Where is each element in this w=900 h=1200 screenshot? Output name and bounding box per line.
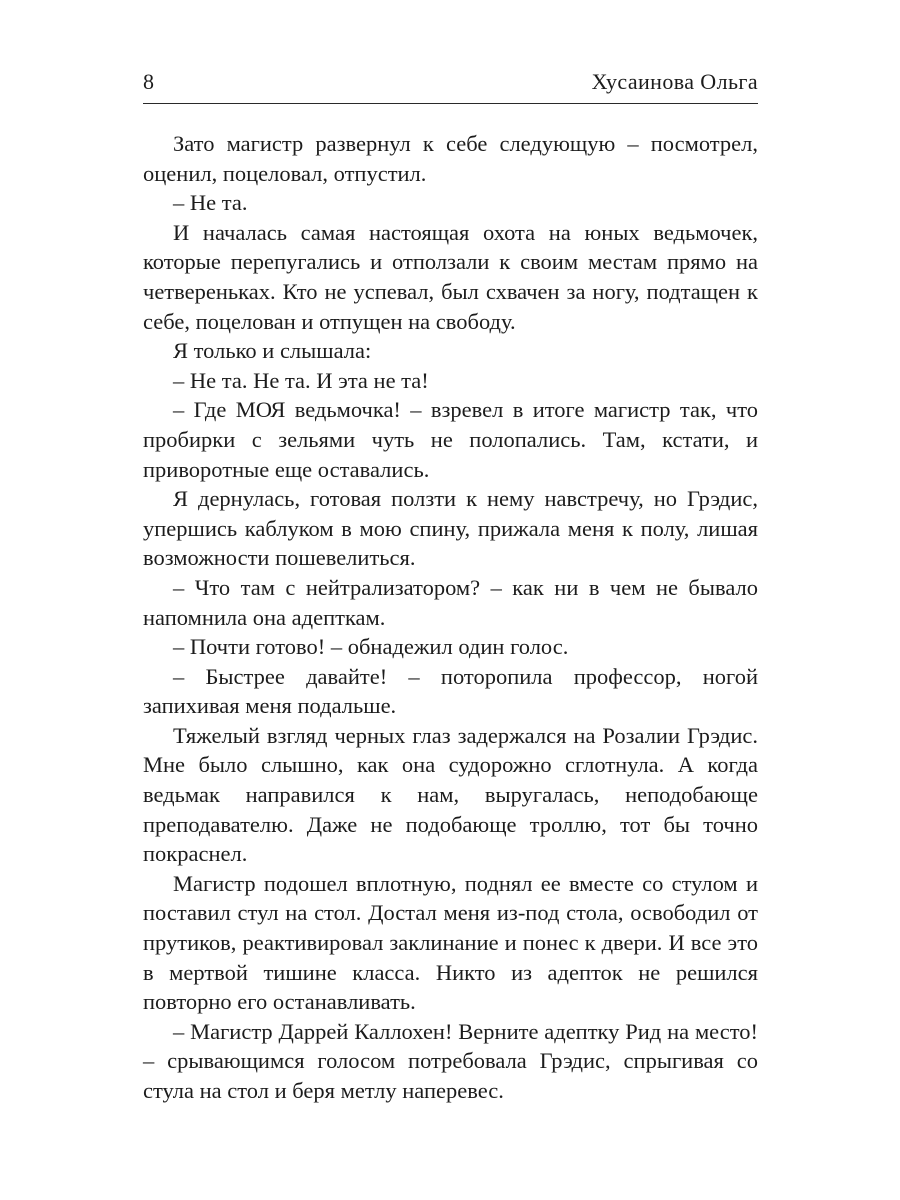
paragraph: Я только и слышала: [173, 338, 372, 364]
running-head-author: Хусаинова Ольга [591, 69, 758, 94]
header-rule [143, 103, 758, 104]
paragraph: – Не та. [173, 190, 248, 216]
paragraph: И началась самая настоящая охота на юных ведьмочек, которые перепугались и отползали к своим местам прямо на четвереньках. Кто не успевал, был схвачен за ногу, подтащен к себе, поцелован и отпущен на свободу. [143, 219, 758, 334]
body-text [143, 129, 758, 1106]
page-header [143, 68, 758, 100]
paragraph: – Магистр Даррей Каллохен! Верните адептку Рид на место! – срывающимся голосом потребовала Грэдис, спрыгивая со стула на стол и беря метлу наперевес. [143, 1018, 758, 1103]
paragraph: Зато магистр развернул к себе следующую – посмотрел, оценил, поцеловал, отпустил. [143, 131, 758, 186]
paragraph: Тяжелый взгляд черных глаз задержался на Розалии Грэдис. Мне было слышно, как она судорожно сглотнула. А когда ведьмак направился к нам, выругалась, неподобающе преподавателю. Даже не подобающе троллю, тот бы точно покраснел. [143, 722, 758, 867]
page-number: 8 [143, 69, 154, 94]
paragraph: Я дернулась, готовая ползти к нему навстречу, но Грэдис, упершись каблуком в мою спину, прижала меня к полу, лишая возможности пошевелиться. [143, 486, 758, 571]
paragraph: – Почти готово! – обнадежил один голос. [173, 634, 569, 660]
paragraph: Магистр подошел вплотную, поднял ее вместе со стулом и поставил стул на стол. Достал меня из-под стола, освободил от прутиков, реактивировал заклинание и понес к двери. И все это в мертвой тишине класса. Никто из адепток не решился повторно его останавливать. [143, 870, 758, 1015]
paragraph: – Что там с нейтрализатором? – как ни в чем не бывало напомнила она адепткам. [143, 574, 758, 630]
paragraph: – Не та. Не та. И эта не та! [173, 367, 429, 393]
paragraph: – Где МОЯ ведьмочка! – взревел в итоге магистр так, что пробирки с зельями чуть не полопались. Там, кстати, и приворотные еще оставались. [143, 397, 758, 482]
paragraph: – Быстрее давайте! – поторопила профессор, ногой запихивая меня подальше. [143, 663, 758, 719]
